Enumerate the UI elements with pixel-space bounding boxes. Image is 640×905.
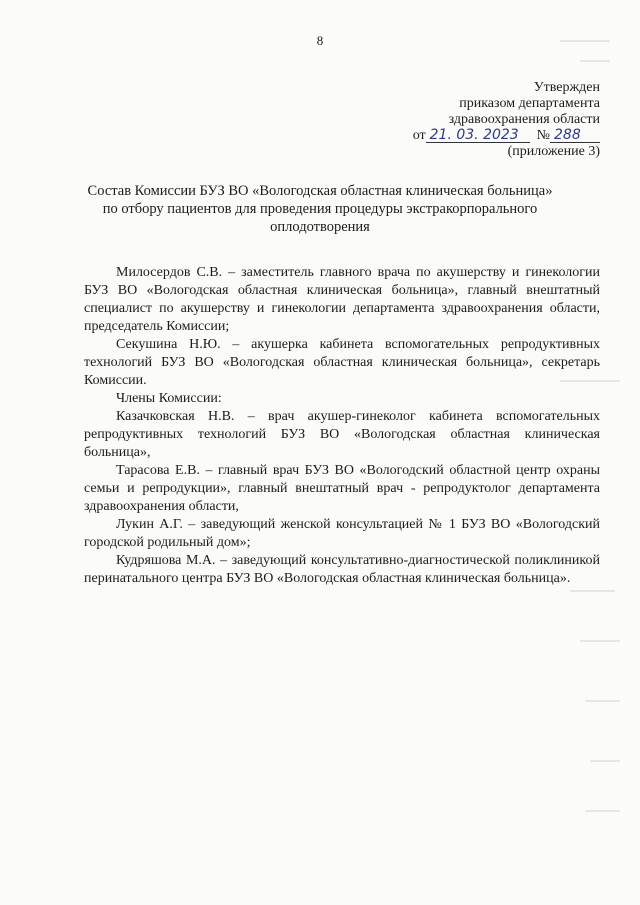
approval-line-3: здравоохранения области [448,112,600,127]
bleed-mark [585,700,620,702]
approval-line-2: приказом департамента [459,96,600,111]
approval-date-line [350,128,600,144]
bleed-mark [580,640,620,642]
bleed-mark [590,760,620,762]
bleed-mark [570,590,615,592]
date-prefix: от [412,128,426,143]
document-title [60,182,580,236]
page-number: 8 [316,33,324,48]
approval-line-1: Утвержден [533,80,600,95]
member-paragraph: Милосердов С.В. – заместитель главного врача по акушерству и гинекологии БУЗ ВО «Вологодская областная клиническая больница», главный внештатный специалист по акушерству и гинекологии департамента здравоохранения области, председатель Комиссии; [84,265,600,334]
members-heading: Члены Комиссии: [116,391,222,406]
title-line-2: по отбору пациентов для проведения процедуры экстракорпорального [102,201,538,217]
member-paragraph: Секушина Н.Ю. – акушерка кабинета вспомогательных репродуктивных технологий БУЗ ВО «Вологодская областная клиническая больница», секретарь Комиссии. [84,337,600,388]
commission-members [84,264,600,588]
member-paragraph: Лукин А.Г. – заведующий женской консультацией № 1 БУЗ ВО «Вологодский городской родильный дом»; [84,517,600,550]
handwritten-number: 288 [550,128,600,143]
number-prefix: № [536,128,550,143]
member-paragraph: Кудряшова М.А. – заведующий консультативно-диагностической поликлиникой перинатального центра БУЗ ВО «Вологодская областная клиническая больница». [84,553,600,586]
title-line-3: оплодотворения [270,219,370,235]
title-line-1: Состав Комиссии БУЗ ВО «Вологодская областная клиническая больница» [87,183,553,199]
approval-block [350,80,600,160]
member-paragraph: Казачковская Н.В. – врач акушер-гинеколог кабинета вспомогательных репродуктивных технологий БУЗ ВО «Вологодская областная клиническая больница», [84,409,600,460]
appendix-label: (приложение 3) [507,144,600,159]
handwritten-date: 21. 03. 2023 [426,128,530,143]
member-paragraph: Тарасова Е.В. – главный врач БУЗ ВО «Вологодский областной центр охраны семьи и репродукции», главный внештатный врач - репродуктолог департамента здравоохранения области, [84,463,600,514]
bleed-mark [580,60,610,62]
bleed-mark [585,810,620,812]
